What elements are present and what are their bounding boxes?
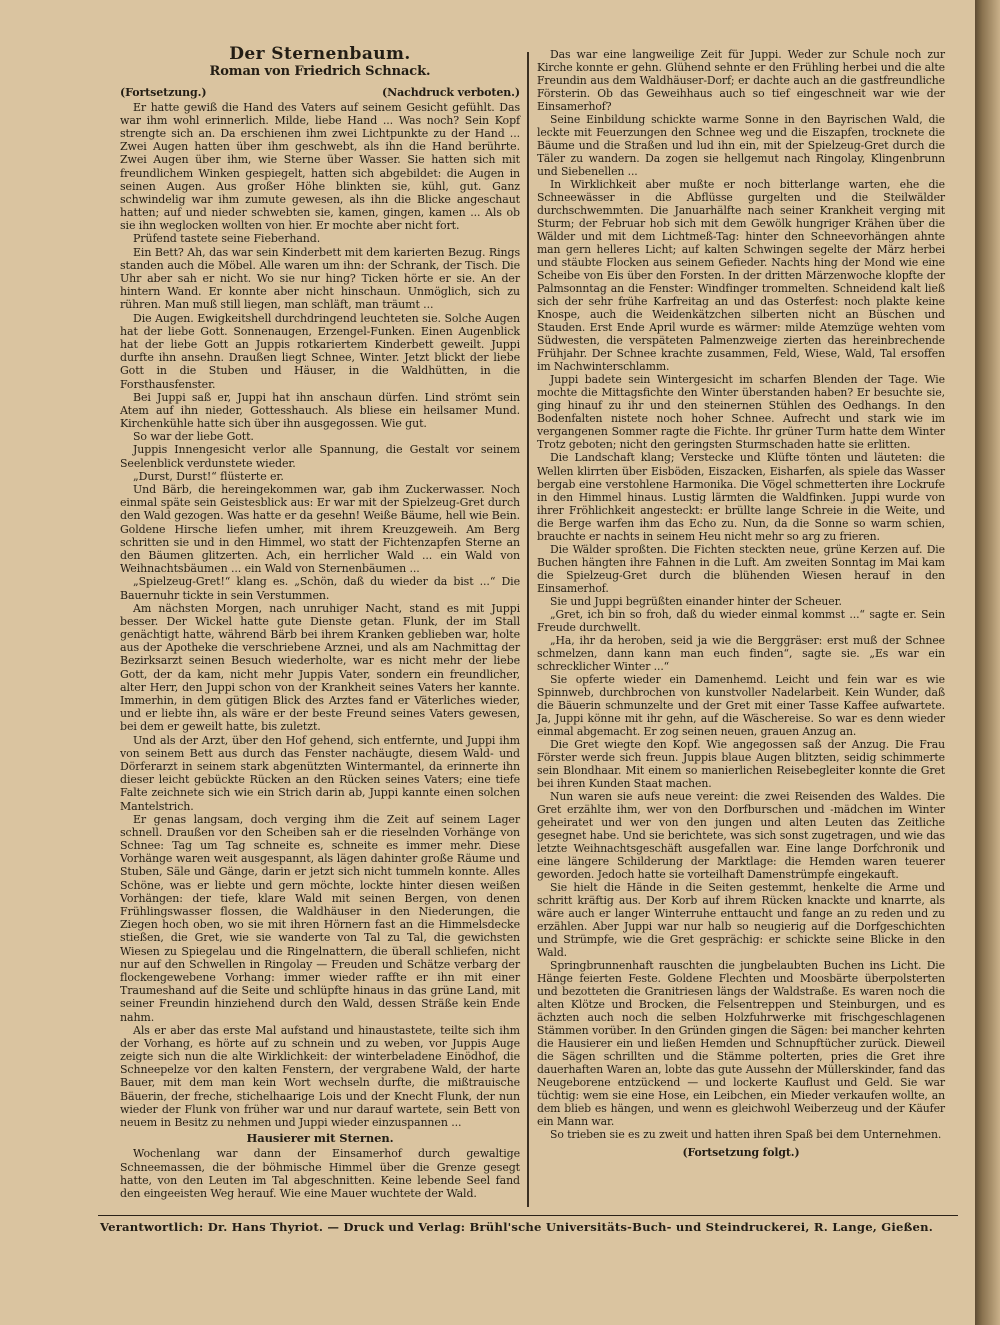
right-column-text <box>537 48 945 1141</box>
right-column <box>537 48 945 1159</box>
paragraph: Er hatte gewiß die Hand des Vaters auf seinem Gesicht gefühlt. Das war ihm wohl erinnerlich. Milde, liebe Hand ... Was noch? Sein Kopf strengte sich an. Da erschienen ihm zwei Lichtpunkte zu der Hand ... Zwei Augen hatten über ihm geschwebt, als ihn die Hand berührte. Zwei Augen über ihm, wie Sterne über Wasser. Sie hatten sich mit freundlichem Winken gespiegelt, hatten sich abgebildet: die Augen in seinen Augen. Aus großer Höhe blinkten sie, kühl, gut. Ganz schwindelig war ihm zumute gewesen, als ihn die Blicke angeschaut hatten; auf und nieder schwebten sie, kamen, gingen, kamen ... Als ob sie ihn weglocken wollten von hier. Er mochte aber nicht fort. <box>120 100 520 233</box>
paragraph: Am nächsten Morgen, nach unruhiger Nacht, stand es mit Juppi besser. Der Wickel hatte gute Dienste getan. Flunk, der im Stall genächtigt hatte, während Bärb bei ihrem Kranken geblieben war, holte aus der Apotheke die verschriebene Arznei, und als am Nachmittag der Bezirksarzt seinen Besuch wiederholte, war es nicht mehr der liebe Gott, der da kam, nicht mehr Juppis Vater, sondern ein freundlicher, alter Herr, den Juppi schon von der Krankheit seines Vaters her kannte. Immerhin, in dem gütigen Blick des Arztes fand er Väterliches wieder, und er liebte ihn, als wäre er der beste Freund seines Vaters gewesen, bei dem er geweilt hatte, bis zuletzt. <box>120 601 520 734</box>
continuation-note: (Fortsetzung.) <box>120 86 207 100</box>
article-byline: Roman von Friedrich Schnack. <box>209 64 431 80</box>
section-subheading: Hausierer mit Sternen. <box>246 1131 394 1146</box>
article-title: Der Sternenbaum. <box>229 44 411 64</box>
paragraph: Er genas langsam, doch verging ihm die Zeit auf seinem Lager schnell. Draußen vor den Scheiben sah er die rieselnden Vorhänge von Schnee: Tag um Tag schneite es, schneite es immer mehr. Diese Vorhänge waren weit ausgespannt, als lägen dahinter große Räume und Stuben, Säle und Gänge, darin er jetzt sich nicht tummeln konnte. Alles Schöne, was er liebte und gern möchte, lockte hinter diesen weißen Vorhängen: der tiefe, klare Wald mit seinen Bergen, von denen Frühlingswasser flossen, die Waldhäuser in den Niederungen, die Ziegen hoch oben, wo sie mit ihren Hörnern fast an die Himmelsdecke stießen, die Gret, wie sie wanderte von Tal zu Tal, die gewichsten Wiesen zu Spiegelau und die Ringelnattern, die überall schliefen, nicht nur auf den Schwellen in Ringolay — Freuden und Schätze verbarg der flockengewebene Vorhang: immer wieder raffte er ihn mit einer Traumeshand auf die Seite und schlüpfte hinaus in das grüne Land, mit seiner Freundin hinziehend durch den Wald, dessen Sträße kein Ende nahm. <box>120 812 520 1024</box>
paragraph: Juppi badete sein Wintergesicht im scharfen Blenden der Tage. Wie mochte die Mittagsfichte den Winter überstanden haben? Er besuchte sie, ging hinauf zu ihr und den steinernen Stühlen des Oedhangs. In den Bodenfalten nistete noch hoher Schnee. Aufrecht und stark wie im vergangenen Sommer ragte die Fichte. Ihr grüner Turm hatte dem Winter Trotz geboten; nicht den geringsten Sturmschaden hatte sie erlitten. <box>537 373 945 452</box>
paragraph: Die Augen. Ewigkeitshell durchdringend leuchteten sie. Solche Augen hat der liebe Gott. Sonnenaugen, Erzengel-Funken. Einen Augenblick hat der liebe Gott an Juppis rotkariertem Kinderbett geweilt. Juppi durfte ihn ansehn. Draußen liegt Schnee, Winter. Jetzt blickt der liebe Gott in die Stuben und Häuser, in die Waldhütten, in die Forsthausfenster. <box>120 311 520 391</box>
copyright-note: (Nachdruck verboten.) <box>382 86 520 100</box>
paragraph: In Wirklichkeit aber mußte er noch bitterlange warten, ehe die Schneewässer in die Abflüsse gurgelten und die Steilwälder durchschwemmten. Die Januarhälfte nach seiner Krankheit verging mit Sturm; der Februar hob sich mit dem Gewölk hungriger Krähen über die Wälder und mit dem Lichtmeß-Tag: hinter den Schneevorhängen ahnte man gern helleres Licht; auf kalten Schwingen segelte der März herbei und stäubte Flocken aus seinem Gefieder. Nachts hing der Mond wie eine Scheibe von Eis über den Forsten. In der dritten Märzenwoche klopfte der Palmsonntag an die Fenster: Windfinger trommelten. Schneidend kalt ließ sich der sehr frühe Karfreitag an und das Osterfest: noch plakte keine Knospe, auch die Weidenkätzchen silberten nicht an Büschen und Stauden. Erst Ende April wurde es wärmer: milde Atemzüge wehten vom Südwesten, die verspäteten Palmenzweige zierten das hereinbrechende Frühjahr. Der Schnee krachte zusammen, Feld, Wiese, Wald, Tal ersoffen im Nachwinterschlamm. <box>537 178 945 374</box>
paragraph: Sie und Juppi begrüßten einander hinter der Scheuer. <box>550 594 842 608</box>
serial-notes <box>120 86 520 99</box>
paragraph: Bei Juppi saß er, Juppi hat ihn anschaun dürfen. Lind strömt sein Atem auf ihn nieder, Gottesshauch. Als bliese ein heilsamer Mund. Kirchenkühle hatte sich über ihn ausgegossen. Wie gut. <box>120 390 520 431</box>
paragraph: „Spielzeug-Gret!“ klang es. „Schön, daß du wieder da bist ...“ Die Bauernuhr tickte in sein Verstummen. <box>120 575 520 602</box>
paragraph: Das war eine langweilige Zeit für Juppi. Weder zur Schule noch zur Kirche konnte er gehn. Glühend sehnte er den Frühling herbei und die alte Freundin aus dem Waldhäuser-Dorf; er dachte auch an die gastfreundliche Försterin. Ob das Geweihhaus auch so tief eingeschneit war wie der Einsamerhof? <box>537 48 945 114</box>
paragraph: Juppis Innengesicht verlor alle Spannung, die Gestalt vor seinem Seelenblick verdunstete wieder. <box>120 443 520 470</box>
paragraph: Die Wälder sproßten. Die Fichten steckten neue, grüne Kerzen auf. Die Buchen hängten ihre Fahnen in die Luft. Am zweiten Sonntag im Mai kam die Spielzeug-Gret durch die blühenden Wiesen herauf in den Einsamerhof. <box>537 542 945 595</box>
left-column <box>120 44 520 1200</box>
adjacent-page-edge <box>975 0 1000 1325</box>
column-divider <box>527 52 529 1207</box>
left-column-text <box>120 101 520 1130</box>
paragraph: Ein Bett? Ah, das war sein Kinderbett mit dem karierten Bezug. Rings standen auch die Möbel. Alle waren um ihn: der Schrank, der Tisch. Die Uhr aber sah er nicht. Wo sie nur hing? Ticken hörte er sie. An der hintern Wand. Er konnte aber nicht hinschaun. Unmöglich, sich zu rühren. Man muß still liegen, man schläft, man träumt ... <box>120 245 520 312</box>
paragraph: Springbrunnenhaft rauschten die jungbelaubten Buchen ins Licht. Die Hänge feierten Feste. Goldene Flechten und Moosbärte überpolsterten und bezotteten die Granitriesen längs der Waldstraße. Es waren noch die alten Klötze und Brocken, die Felsentreppen und Steinburgen, und es ächzten auch noch die selben Holzfuhrwerke mit frischgeschlagenen Stämmen vorüber. In den Gründen gingen die Sägen: bei mancher kehrten die Hausierer ein und ließen Hemden und Schnupftücher zurück. Dieweil die Sägen schrillten und die Stämme polterten, pries die Gret ihre dauerhaften Waren an, lobte das gute Aussehn der Müllerskinder, fand das Neugeborene entzückend — und lockerte Kauflust und Geld. Sie war tüchtig: wem sie eine Hose, ein Leibchen, ein Mieder verkaufen wollte, an dem blieb es hängen, und wenn es gleichwohl Weiberzeug und der Käufer ein Mann war. <box>537 959 945 1129</box>
continuation-notice: (Fortsetzung folgt.) <box>682 1146 800 1160</box>
paragraph: „Ha, ihr da heroben, seid ja wie die Berggräser: erst muß der Schnee schmelzen, dann kann man euch finden“, sagte sie. „Es war ein schrecklicher Winter ...“ <box>537 633 945 673</box>
paragraph: So war der liebe Gott. <box>133 430 254 444</box>
paragraph: Die Gret wiegte den Kopf. Wie angegossen saß der Anzug. Die Frau Förster werde sich freun. Juppis blaue Augen blitzten, seidig schimmerte sein Blondhaar. Mit einem so manierlichen Reisebegleiter konnte die Gret bei ihren Kunden Staat machen. <box>537 737 945 790</box>
paragraph: Und als der Arzt, über den Hof gehend, sich entfernte, und Juppi ihm von seinem Bett aus durch das Fenster nachäugte, diesem Wald- und Dörferarzt in seinem stark abgenützten Wintermantel, da erinnerte ihn dieser leicht gebückte Rücken an den Rücken seines Vaters; eine tiefe Falte zeichnete sich wie ein Strich darin ab, Juppi kannte einen solchen Mantelstrich. <box>120 733 520 813</box>
paragraph: Prüfend tastete seine Fieberhand. <box>133 232 321 246</box>
footer-divider <box>98 1215 958 1216</box>
paragraph: Sie opferte wieder ein Damenhemd. Leicht und fein war es wie Spinnweb, durchbrochen von kunstvoller Nadelarbeit. Kein Wunder, daß die Bäuerin schmunzelte und der Gret mit einer Tasse Kaffee aufwartete. Ja, Juppi könne mit ihr gehn, auf die Wäschereise. So war es denn wieder einmal abgemacht. Er zog seinen neuen, grauen Anzug an. <box>537 672 945 738</box>
paragraph: Als er aber das erste Mal aufstand und hinaustastete, teilte sich ihm der Vorhang, es hörte auf zu schnein und zu weben, vor Juppis Auge zeigte sich nun die alte Wirklichkeit: der winterbeladene Einödhof, die Schneepelze vor den kalten Fenstern, der vergrabene Wald, der harte Bauer, mit dem man kein Wort wechseln durfte, die mißtrauische Bäuerin, der freche, stichelhaarige Lois und der Knecht Flunk, der nun wieder der Flunk von früher war und nur darauf wartete, sein Bett von neuem in Besitz zu nehmen und Juppi wieder einzuspannen ... <box>120 1023 520 1129</box>
paragraph: Seine Einbildung schickte warme Sonne in den Bayrischen Wald, die leckte mit Feuerzungen den Schnee weg und die Eiszapfen, trocknete die Bäume und die Straßen und lud ihn ein, mit der Spielzeug-Gret durch die Täler zu wandern. Da zogen sie hellgemut nach Ringolay, Klingenbrunn und Siebenellen ... <box>537 113 945 179</box>
paragraph: Sie hielt die Hände in die Seiten gestemmt, henkelte die Arme und schritt kräftig aus. Der Korb auf ihrem Rücken knackte und knarrte, als wäre auch er langer Winterruhe enttaucht und fange an zu reden und zu erzählen. Aber Juppi war nur halb so neugierig auf die Dorfgeschichten und Strümpfe, wie die Gret gesprächig: er schickte seine Blicke in den Wald. <box>537 881 945 960</box>
paragraph: So trieben sie es zu zweit und hatten ihren Spaß bei dem Unternehmen. <box>550 1128 942 1142</box>
paragraph: „Durst, Durst!“ flüsterte er. <box>133 469 284 483</box>
paragraph: „Gret, ich bin so froh, daß du wieder einmal kommst ...“ sagte er. Sein Freude durchwellt. <box>537 607 945 634</box>
paragraph: Und Bärb, die hereingekommen war, gab ihm Zuckerwasser. Noch einmal späte sein Geistesblick aus: Er war mit der Spielzeug-Gret durch den Wald gezogen. Was hatte er da gesehn! Weiße Bäume, hell wie Bein. Goldene Hirsche liefen umher, mit ihrem Kreuzgeweih. Am Berg schritten sie und in den Himmel, wo statt der Fichtenzapfen Sterne an den Bäumen glitzerten. Ach, ein herrlicher Wald ... ein Wald von Weihnachtsbäumen ... ein Wald von Sternenbäumen ... <box>120 483 520 576</box>
paragraph: Die Landschaft klang; Verstecke und Klüfte tönten und läuteten: die Wellen klirrten über Eisböden, Eiszacken, Eisharfen, als spiele das Wasser bergab eine verstohlene Harmonika. Die Vögel schmetterten ihre Lockrufe in den Himmel hinaus. Lustig lärmten die Waldfinken. Juppi wurde von ihrer Fröhlichkeit angesteckt: er brüllte lange Schreie in die Weite, und die Berge warfen ihm das Echo zu. Nun, da die Sonne so warm schien, brauchte er nachts in seinem Heu nicht mehr so arg zu frieren. <box>537 451 945 543</box>
paragraph: Wochenlang war dann der Einsamerhof durch gewaltige Schneemassen, die der böhmische Himmel über die Grenze gesegt hatte, von den Leuten im Tal abgeschnitten. Keine lebende Seel fand den eingeeisten Weg herauf. Wie eine Mauer wuchtete der Wald. <box>120 1147 520 1200</box>
paragraph: Nun waren sie aufs neue vereint: die zwei Reisenden des Waldes. Die Gret erzählte ihm, wer von den Dorfburschen und -mädchen im Winter geheiratet und wer von den jungen und alten Leuten das Zeitliche gesegnet habe. Und sie berichtete, was sich sonst zugetragen, und wie das letzte Weihnachtsgeschäft ausgefallen war. Eine lange Dorfchronik und eine längere Schilderung der Marktlage: die Hemden waren teuerer geworden. Jedoch hatte sie vorteilhaft Damenstrümpfe eingekauft. <box>537 789 945 881</box>
imprint-footer: Verantwortlich: Dr. Hans Thyriot. — Druck und Verlag: Brühl'sche Universitäts-Buch- und Steindruckerei, R. Lange, Gießen. <box>100 1220 933 1234</box>
